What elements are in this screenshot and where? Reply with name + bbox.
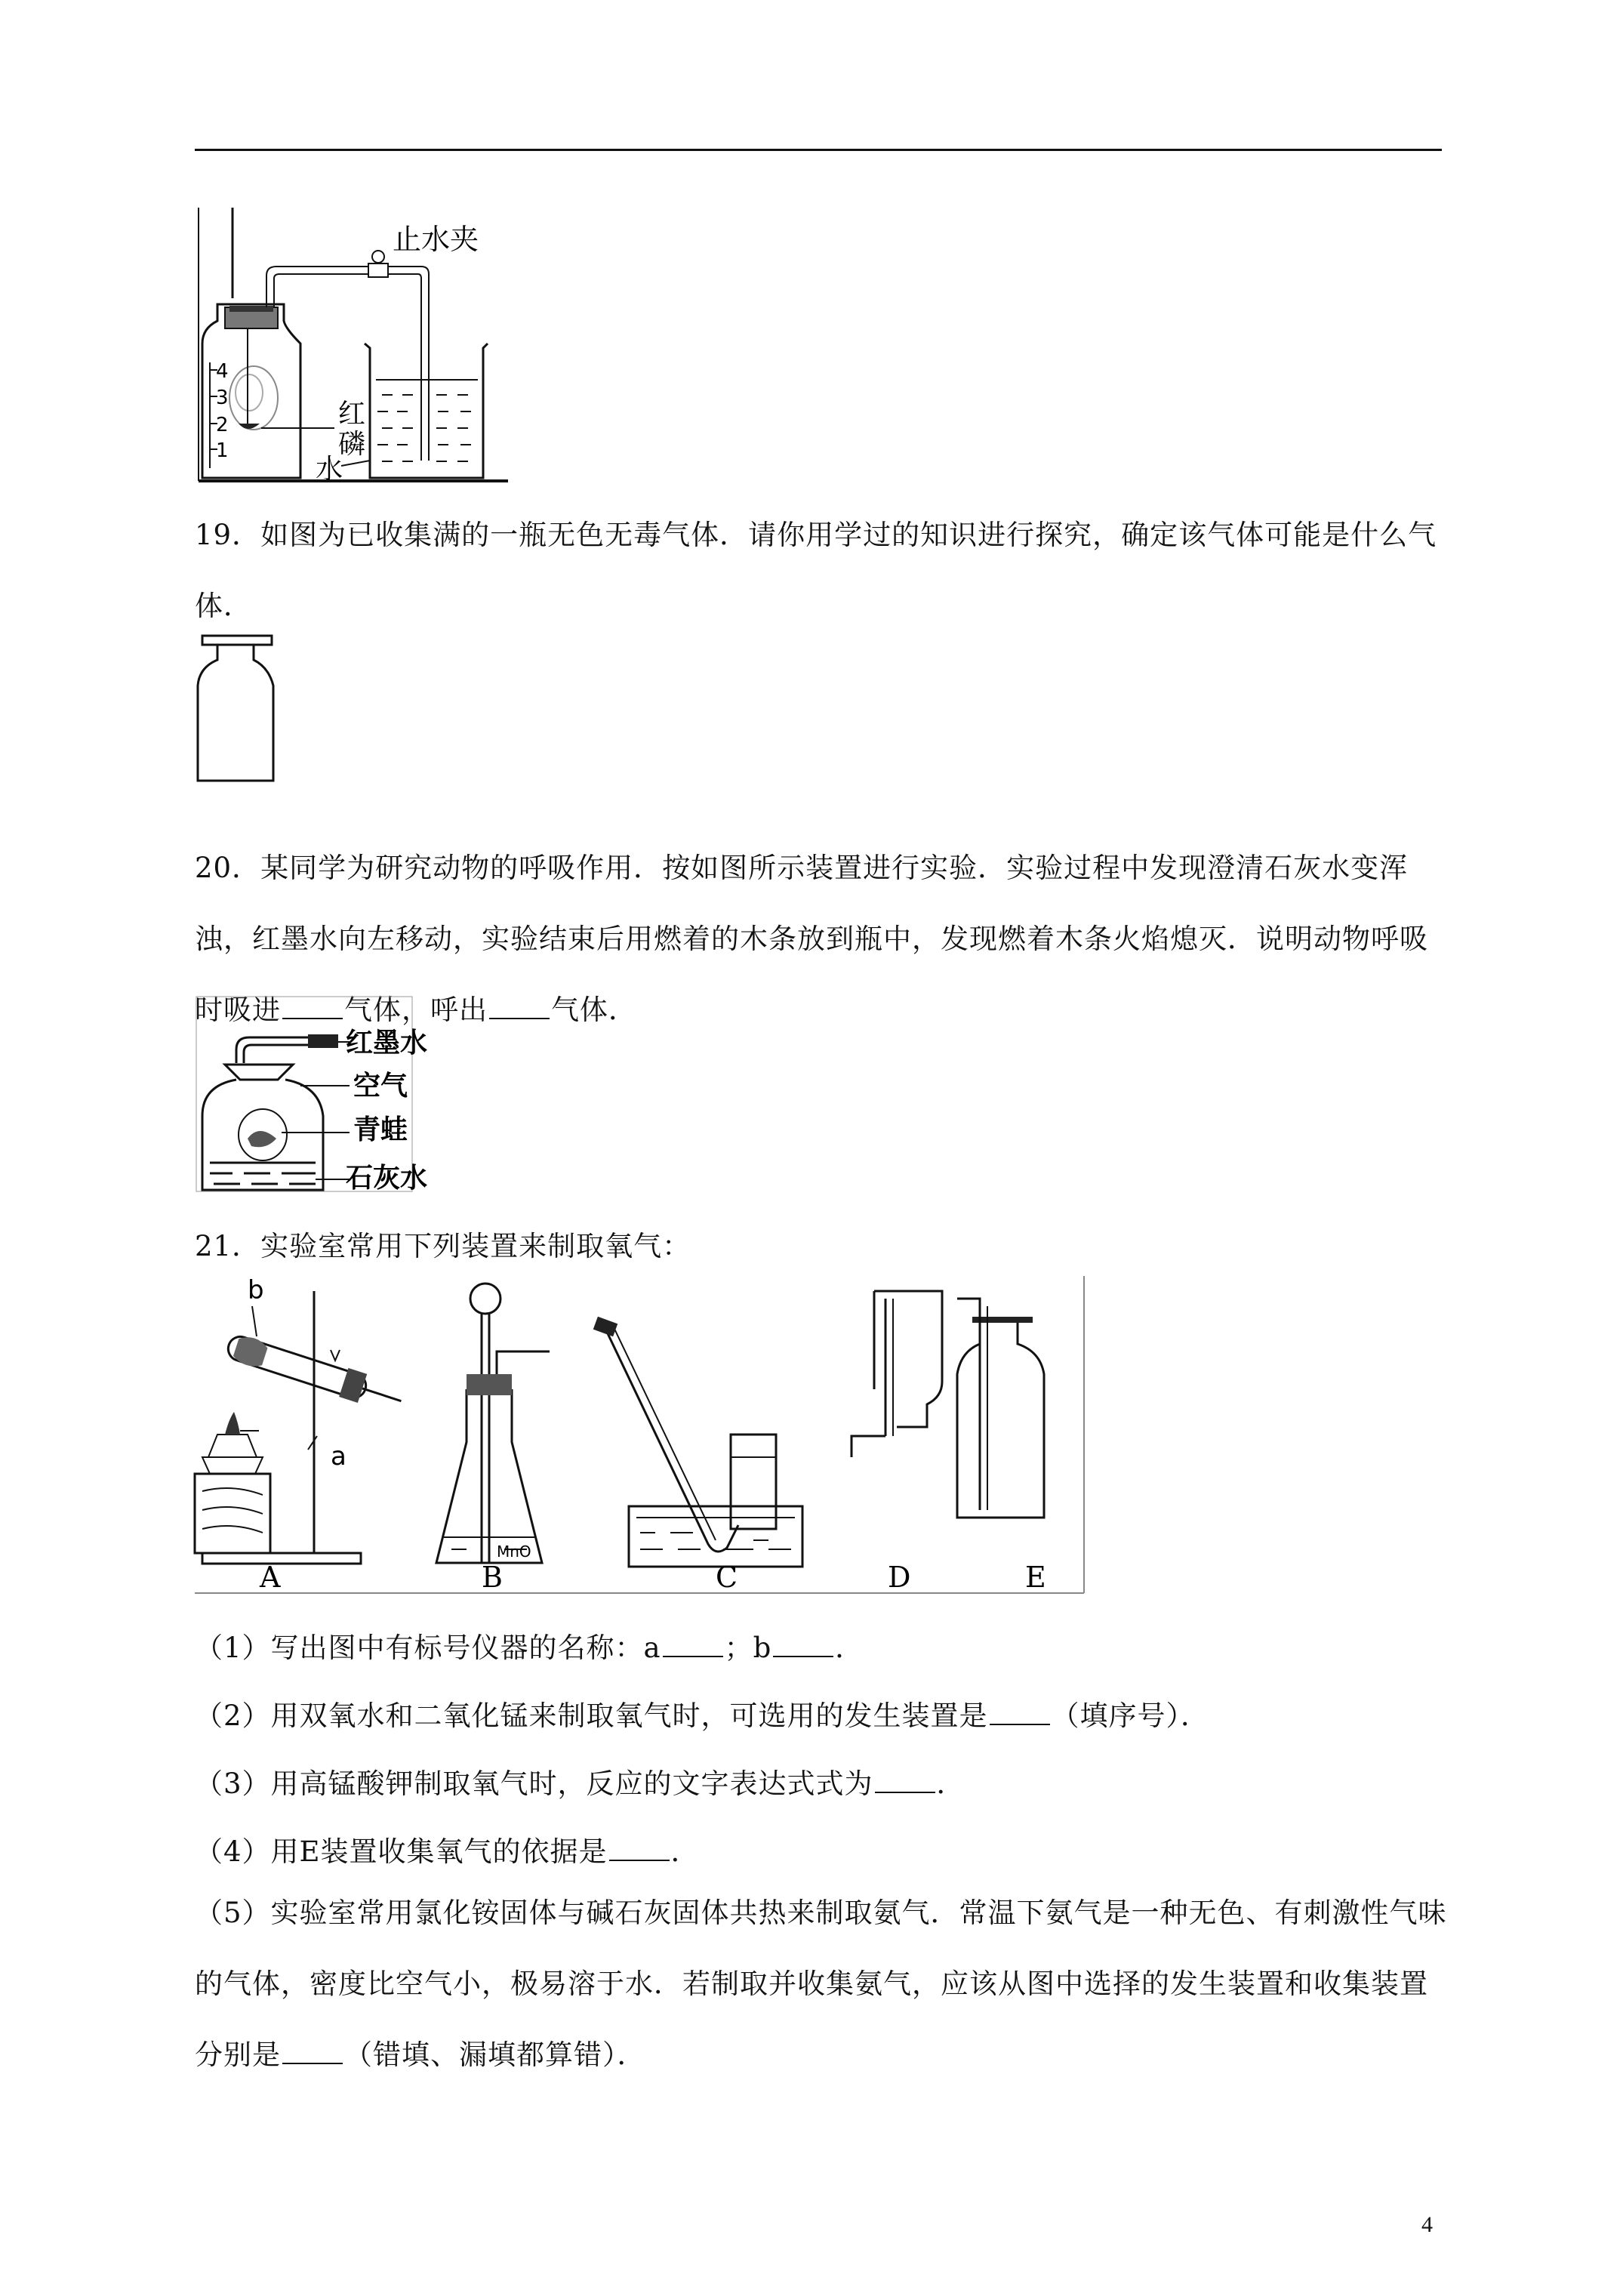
phosphorus-label-1: 红 <box>338 399 366 430</box>
apparatus-label-b: B <box>482 1561 503 1594</box>
instrument-b-label: b <box>248 1275 264 1305</box>
sub-question-1-text: （1）写出图中有标号仪器的名称：a <box>195 1632 661 1664</box>
question-19-text: 19．如图为已收集满的一瓶无色无毒气体．请你用学过的知识进行探究，确定该气体可能是什么气体． <box>195 519 1437 622</box>
header-rule <box>195 149 1442 151</box>
sub-question-3-text-b: ． <box>936 1767 965 1800</box>
water-label: 水 <box>316 454 343 485</box>
frog-label: 青蛙 <box>353 1114 408 1145</box>
answer-blank-a[interactable] <box>663 1633 723 1657</box>
sub-question-3 <box>195 1761 965 1801</box>
answer-blank-b[interactable] <box>773 1633 833 1657</box>
sub-question-5-text: （5）实验室常用氯化铵固体与碱石灰固体共热来制取氨气．常温下氨气是一种无色、有刺激性气味的气体，密度比空气小，极易溶于水．若制取并收集氨气，应该从图中选择的发生装置和收集装置分别是 <box>195 1897 1447 2071</box>
phosphorus-experiment-figure <box>195 200 512 487</box>
red-ink-label: 红墨水 <box>346 1028 428 1059</box>
sub-question-1-text-c: ． <box>835 1632 864 1664</box>
scale-label-3: 3 <box>216 387 229 409</box>
answer-blank-basis[interactable] <box>609 1837 670 1861</box>
scale-label-1: 1 <box>216 439 229 462</box>
apparatus-label-d: D <box>888 1561 911 1594</box>
sub-question-1-text-b: ；b <box>724 1632 772 1664</box>
apparatus-label-a: A <box>260 1561 281 1594</box>
instrument-a-label: a <box>331 1441 346 1472</box>
limewater-label: 石灰水 <box>346 1163 428 1194</box>
sub-question-4 <box>195 1829 700 1869</box>
sub-question-4-text: （4）用E装置收集氧气的依据是 <box>195 1835 608 1868</box>
page-number: 4 <box>1421 2212 1433 2237</box>
apparatus-label-c: C <box>716 1561 738 1594</box>
sub-question-3-text: （3）用高锰酸钾制取氧气时，反应的文字表达式式为 <box>195 1767 873 1800</box>
sub-question-5 <box>195 1878 1448 2091</box>
apparatus-label-e: E <box>1025 1561 1046 1594</box>
sub-question-2-text-b: （填序号）． <box>1051 1700 1210 1732</box>
question-21-title: 21．实验室常用下列装置来制取氧气： <box>195 1230 691 1262</box>
scale-label-4: 4 <box>216 360 229 383</box>
svg-text:MnO: MnO <box>497 1542 531 1561</box>
oxygen-apparatus-figure <box>195 1276 1086 1601</box>
clamp-label: 止水夹 <box>393 223 479 256</box>
sub-question-2-text: （2）用双氧水和二氧化锰来制取氧气时，可选用的发生装置是 <box>195 1700 988 1732</box>
question-20-text-mid: 气体，呼出 <box>344 994 488 1026</box>
sub-question-5-text-b: （错填、漏填都算错）． <box>344 2039 646 2071</box>
answer-blank-exhale[interactable] <box>489 995 550 1019</box>
air-label: 空气 <box>353 1071 408 1102</box>
answer-blank-generator[interactable] <box>990 1701 1050 1725</box>
phosphorus-label-2: 磷 <box>338 429 366 460</box>
scale-label-2: 2 <box>216 414 229 436</box>
question-20-text-before: 20．某同学为研究动物的呼吸作用．按如图所示装置进行实验．实验过程中发现澄清石灰水变浑浊，红墨水向左移动，实验结束后用燃着的木条放到瓶中，发现燃着木条火焰熄灭．说明动物呼吸时吸进 <box>195 852 1428 1026</box>
question-20-text-after: 气体． <box>551 994 637 1026</box>
gas-bottle-figure <box>195 633 278 784</box>
sub-question-2 <box>195 1693 1209 1734</box>
sub-question-1 <box>195 1625 864 1666</box>
sub-question-4-text-b: ． <box>670 1835 700 1868</box>
answer-blank-equation[interactable] <box>875 1769 935 1793</box>
answer-blank-devices[interactable] <box>282 2040 343 2064</box>
